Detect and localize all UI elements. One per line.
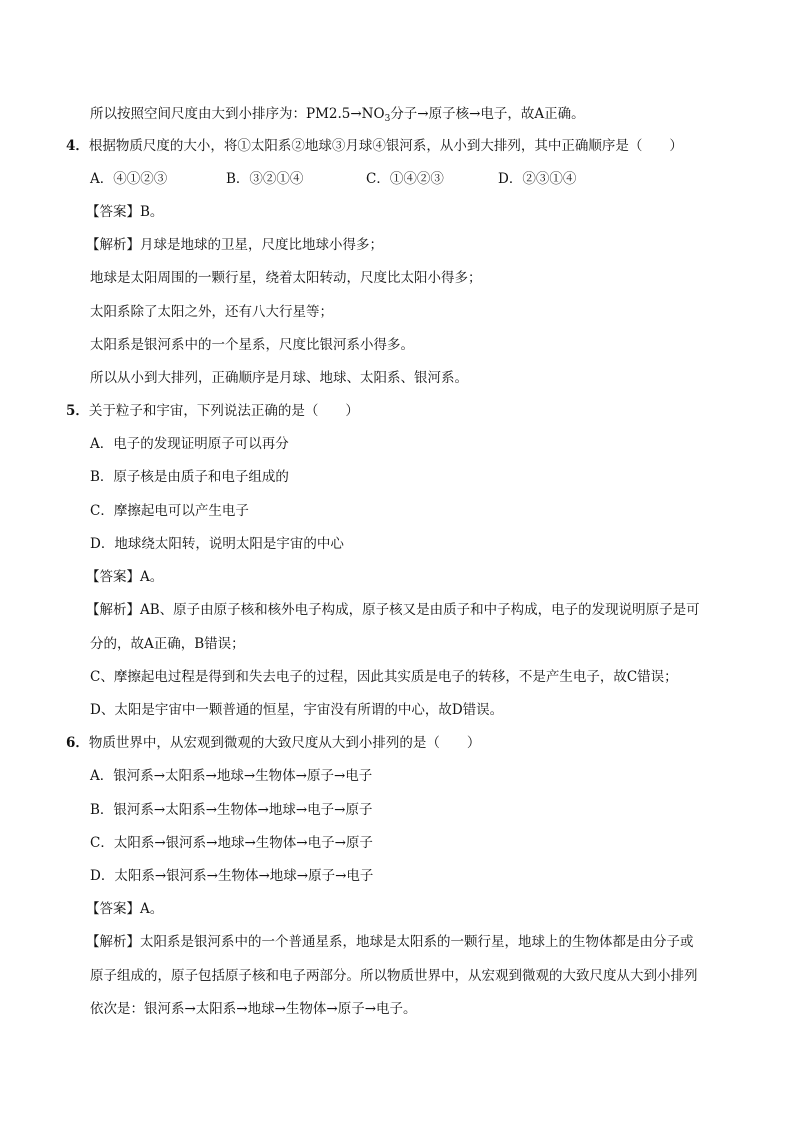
q4-number: 4． (66, 138, 89, 154)
q6-option-d: D．太阳系→银河系→生物体→地球→原子→电子 (90, 868, 374, 884)
q4-option-b: B．③②①④ (226, 171, 304, 187)
q6-answer: 【答案】A。 (86, 901, 164, 917)
q5-option-b: B．原子核是由质子和电子组成的 (90, 469, 289, 485)
q4-analysis-text-1: 月球是地球的卫星，尺度比地球小得多； (140, 237, 383, 253)
q4-option-c: C．①④②③ (366, 171, 444, 187)
q5-option-d: D．地球绕太阳转，说明太阳是宇宙的中心 (90, 536, 344, 552)
q5-analysis-label: 【解析】 (86, 602, 140, 618)
q5-analysis-line-4: D、太阳是宇宙中一颗普通的恒星，宇宙没有所谓的中心，故D错误。 (90, 702, 504, 718)
q4-analysis-line-2: 地球是太阳周围的一颗行星，绕着太阳转动，尺度比太阳小得多； (90, 270, 482, 286)
q6-stem: 物质世界中，从宏观到微观的大致尺度从大到小排列的是（ ） (88, 735, 481, 751)
q6-option-b: B．银河系→太阳系→生物体→地球→电子→原子 (90, 802, 373, 818)
q5-stem-line (66, 402, 359, 420)
q3-conclusion-text: 所以按照空间尺度由大到小排序为：PM2.5→NO (90, 106, 385, 122)
q6-stem-line (66, 734, 480, 752)
q5-option-a: A．电子的发现证明原子可以再分 (90, 436, 289, 452)
q6-option-a: A．银河系→太阳系→地球→生物体→原子→电子 (90, 768, 373, 784)
q6-analysis-text-1: 太阳系是银河系中的一个普通星系，地球是太阳系的一颗行星，地球上的生物体都是由分子或 (140, 934, 694, 950)
q5-option-c: C．摩擦起电可以产生电子 (90, 503, 249, 519)
q5-analysis-line-3: C、摩擦起电过程是得到和失去电子的过程，因此其实质是电子的转移，不是产生电子，故C错误； (90, 669, 678, 685)
q3-conclusion-text-end: 分子→原子核→电子，故A正确。 (390, 106, 585, 122)
q6-analysis-line-1 (86, 933, 694, 951)
q6-number: 6． (66, 735, 89, 751)
q4-option-d: D．②③①④ (498, 171, 577, 187)
q4-analysis-line-5: 所以从小到大排列，正确顺序是月球、地球、太阳系、银河系。 (90, 370, 468, 386)
q4-stem: 根据物质尺度的大小，将①太阳系②地球③月球④银河系，从小到大排列，其中正确顺序是（ ） (88, 138, 683, 154)
q5-analysis-line-1 (86, 601, 700, 619)
q4-analysis-label: 【解析】 (86, 237, 140, 253)
q5-analysis-line-2: 分的，故A正确，B错误； (90, 636, 245, 652)
q6-analysis-label: 【解析】 (86, 934, 140, 950)
q6-analysis-line-3: 依次是：银河系→太阳系→地球→生物体→原子→电子。 (90, 1001, 417, 1017)
q6-option-c: C．太阳系→银河系→地球→生物体→电子→原子 (90, 835, 373, 851)
q5-number: 5． (66, 403, 89, 419)
q6-analysis-line-2: 原子组成的，原子包括原子核和电子两部分。所以物质世界中，从宏观到微观的大致尺度从大到小排列 (90, 968, 698, 984)
q3-conclusion (90, 105, 585, 123)
q5-stem: 关于粒子和宇宙，下列说法正确的是（ ） (88, 403, 359, 419)
q5-analysis-text-1: AB、原子由原子核和核外电子构成，原子核又是由质子和中子构成，电子的发现说明原子是可 (140, 602, 700, 618)
q4-analysis-line-4: 太阳系是银河系中的一个星系，尺度比银河系小得多。 (90, 337, 414, 353)
q4-options (90, 170, 690, 188)
q4-answer: 【答案】B。 (86, 204, 164, 220)
q5-answer: 【答案】A。 (86, 569, 164, 585)
q4-analysis-line-1 (86, 236, 383, 254)
subscript-3: 3 (384, 114, 391, 124)
q4-option-a: A．④①②③ (90, 171, 168, 187)
q4-stem-line (66, 137, 683, 155)
q4-analysis-line-3: 太阳系除了太阳之外，还有八大行星等； (90, 304, 333, 320)
